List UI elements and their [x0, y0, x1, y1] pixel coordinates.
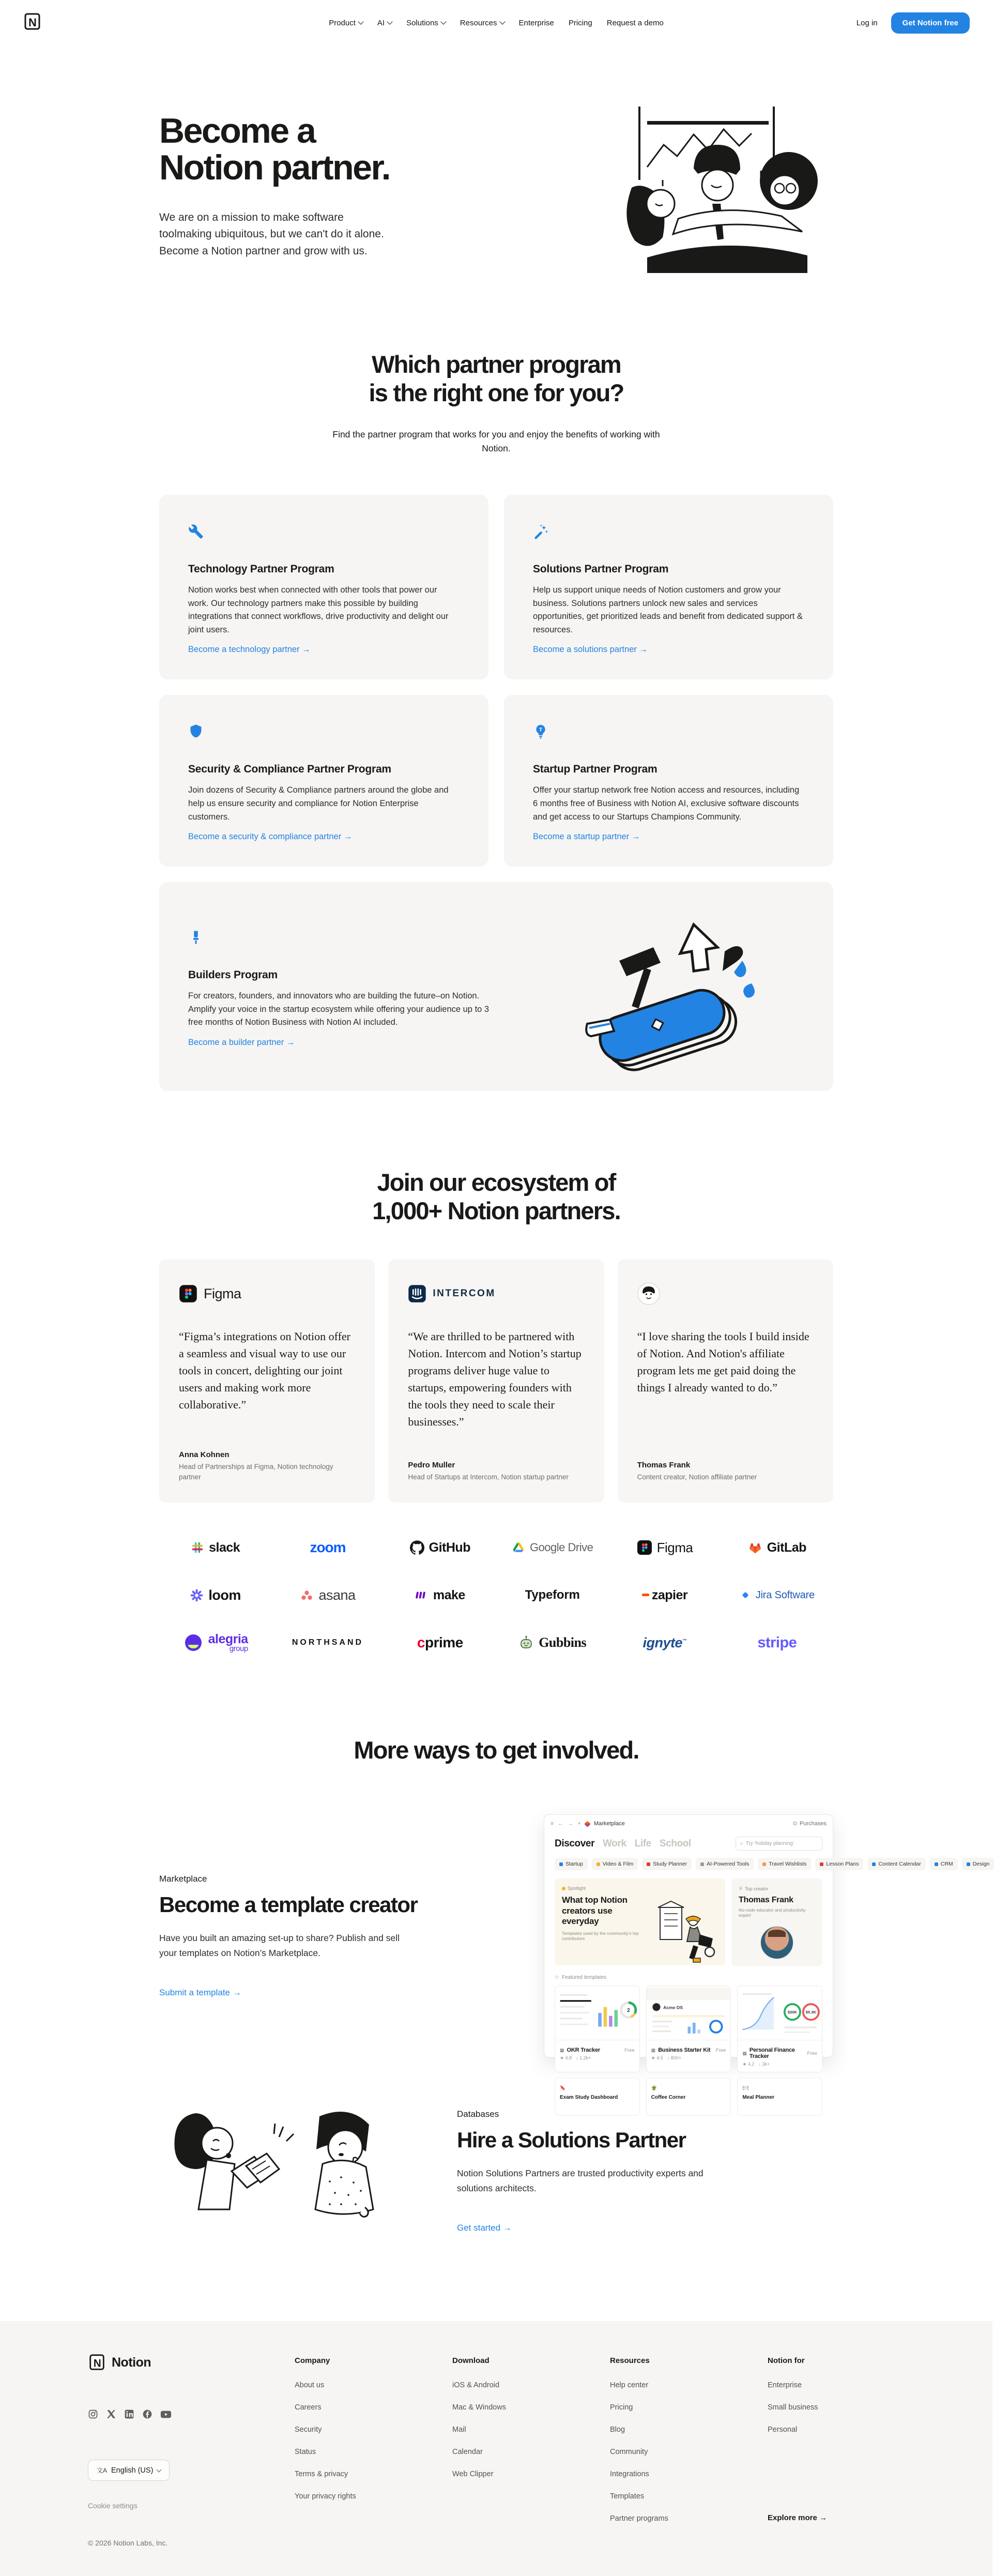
language-selector[interactable]: 文A English (US) — [88, 2460, 170, 2481]
tab-work: Work — [603, 1838, 626, 1849]
template-icon: ▦ — [742, 2050, 747, 2056]
chevron-down-icon — [440, 19, 446, 24]
partner-logo-figma: Figma — [637, 1532, 693, 1564]
pill-travel-wishlists: Travel Wishlists — [758, 1858, 811, 1870]
gitlab-logo-icon — [748, 1540, 762, 1555]
pill-crm: CRM — [930, 1858, 958, 1870]
partner-logo-gubbins: Gubbins — [518, 1627, 586, 1659]
footer-link-mail[interactable]: Mail — [452, 2426, 466, 2434]
partner-logo-loom: loom — [190, 1579, 241, 1611]
intercom-logo-icon — [408, 1284, 426, 1303]
footer-link-enterprise[interactable]: Enterprise — [768, 2381, 802, 2390]
testimonial-role: Head of Partnerships at Figma, Notion technology partner — [179, 1463, 333, 1481]
hero-section — [159, 46, 833, 273]
promo-title: Become a template creator — [159, 1892, 418, 1917]
tab-school: School — [659, 1838, 691, 1849]
wrench-icon — [188, 524, 204, 539]
become-technology-partner-link[interactable]: Become a technology partner → — [188, 645, 311, 655]
template-icon: ▦ — [560, 2047, 564, 2053]
programs-heading: Which partner program is the right one for you? — [369, 351, 624, 406]
footer-link-web-clipper[interactable]: Web Clipper — [452, 2470, 494, 2479]
chevron-down-icon — [157, 2467, 162, 2472]
programs-subheading: Find the partner program that works for you and enjoy the benefits of working with Notion. — [332, 429, 660, 454]
card-title: Builders Program — [188, 969, 278, 981]
partner-logo-google-drive: Google Drive — [512, 1532, 593, 1564]
hero-body: We are on a mission to make software toolmaking ubiquitous, but we can't do it alone. Become a Notion partner and grow with us. — [159, 211, 384, 257]
become-startup-partner-link[interactable]: Become a startup partner → — [533, 832, 640, 842]
marketplace-tabs — [555, 1837, 822, 1851]
svg-text:Acme OS: Acme OS — [663, 2005, 683, 2010]
lightbulb-icon — [533, 724, 548, 739]
category-pills — [555, 1858, 990, 1870]
partner-logo-gitlab: GitLab — [748, 1532, 806, 1564]
card-body: Notion works best when connected with other tools that power our work. Our technology partners make this possible by building integrations that connect workflows, drive productivity and delight our joint users. — [188, 585, 449, 634]
facebook-icon[interactable] — [142, 2409, 152, 2419]
x-icon[interactable] — [106, 2409, 116, 2419]
partner-logo-asana: asana — [300, 1579, 355, 1611]
loom-logo-icon — [190, 1588, 204, 1602]
purchases-label: Purchases — [800, 1821, 827, 1827]
testimonials-grid — [159, 1260, 833, 1503]
pill-startup: Startup — [555, 1858, 588, 1870]
testimonial-intercom — [388, 1260, 604, 1503]
gubbins-logo-icon — [518, 1635, 534, 1650]
nav-request-demo[interactable]: Request a demo — [606, 18, 664, 27]
become-solutions-partner-link[interactable]: Become a solutions partner → — [533, 645, 648, 655]
footer-column-resources: Resources Help center Pricing Blog Community Integrations Templates Partner programs — [610, 2356, 668, 2523]
asana-logo-icon — [300, 1588, 314, 1602]
become-security-partner-link[interactable]: Become a security & compliance partner → — [188, 832, 353, 842]
get-notion-free-button[interactable]: Get Notion free — [891, 12, 970, 34]
partner-logo-stripe: stripe — [757, 1634, 797, 1651]
testimonial-author: Anna Kohnen — [179, 1450, 230, 1459]
notion-logo-icon — [23, 12, 42, 32]
ecosystem-heading: Join our ecosystem of 1,000+ Notion partners. — [372, 1169, 620, 1225]
instagram-icon[interactable] — [88, 2409, 98, 2419]
footer-notion-brand[interactable]: N Notion — [88, 2353, 295, 2372]
marketplace-screenshot: ≡ ← → + Marketplace ⧉ Purchases Discover Work Life School ⌕ Try ‘holiday planning’ Startup Video & Film Study Planner AI-Powered Tools Travel Wishlists Lesson Plans Content Calendar CRM Design Spotlight What top Notion creators use everyday Templates used by the community’s top contributors ♕ Top creator Thomas Frank No-code educator and productivity expert ☆ Featured templates 2 ▦ OKR Tracker Free ★ 4.8 ↓ 1.2k+ Acme OS ▦ Business Starter Kit Free ★ 4.5 ↓ 800+ $20K $5.3K ▦ Personal Finance Tracker Free ★ 4.2 ↓ 3k+ 🔖 Exam Study Dashboard 🪴 Coffee Corner 🍽 Meal Planner — [544, 1814, 833, 2057]
purchases-icon: ⧉ — [793, 1820, 798, 1827]
pill-content-calendar: Content Calendar — [867, 1858, 925, 1870]
figma-logo-icon — [179, 1284, 197, 1303]
card-title: Solutions Partner Program — [533, 563, 669, 575]
footer-link-small-business[interactable]: Small business — [768, 2403, 818, 2412]
program-cards-grid — [159, 495, 833, 1091]
pill-design: Design — [962, 1858, 994, 1870]
page-title: Become a Notion partner. — [159, 111, 390, 188]
creator-avatar — [760, 1926, 793, 1959]
template-card-coffee-corner: 🪴 Coffee Corner — [646, 2078, 731, 2116]
footer-link-integrations[interactable]: Integrations — [610, 2470, 649, 2479]
card-startup-partner — [504, 695, 833, 867]
become-builder-partner-link[interactable]: Become a builder partner → — [188, 1038, 295, 1047]
svg-text:N: N — [28, 16, 37, 29]
template-icon: ▦ — [651, 2047, 656, 2053]
template-card-okr-tracker: 2 ▦ OKR Tracker Free ★ 4.8 ↓ 1.2k+ — [555, 1986, 640, 2072]
make-logo-icon — [415, 1588, 429, 1602]
partner-logo-jira: Jira Software — [740, 1579, 815, 1611]
template-creator-promo — [159, 1814, 990, 2101]
card-title: Startup Partner Program — [533, 763, 657, 776]
language-icon: 文A — [97, 2467, 108, 2475]
footer-link-about-us[interactable]: About us — [295, 2381, 325, 2390]
testimonial-author: Thomas Frank — [637, 1460, 691, 1469]
partner-logo-zoom: zoom — [310, 1539, 346, 1556]
partner-logo-slack: slack — [191, 1532, 240, 1564]
github-logo-icon — [410, 1540, 424, 1555]
footer-link-blog[interactable]: Blog — [610, 2426, 625, 2434]
footer-link-community[interactable]: Community — [610, 2448, 648, 2457]
testimonial-thomas-frank — [618, 1260, 833, 1503]
spotlight-illustration — [646, 1898, 723, 1965]
svg-text:N: N — [93, 2357, 101, 2370]
featured-templates-row — [555, 1986, 822, 2072]
pill-ai-tools: AI-Powered Tools — [696, 1858, 754, 1870]
back-icon: ← — [558, 1821, 564, 1827]
hero-illustration — [616, 102, 833, 273]
card-body: For creators, founders, and innovators who are building the future–on Notion. Amplify your voice in the startup ecosystem while offering your audience up to 3 free months of Notion Business with Notion AI included. — [188, 991, 490, 1027]
card-security-compliance-partner — [159, 695, 488, 867]
search-icon: ⌕ — [740, 1841, 743, 1847]
more-ways-heading: More ways to get involved. — [354, 1736, 639, 1764]
promo-body: Have you built an amazing set-up to share? Publish and sell your templates on Notion’s Marketplace. — [159, 1933, 400, 1959]
testimonial-quote: “We are thrilled to be partnered with Notion. Intercom and Notion’s startup programs deliver huge value to startups, empowering founders with the tools they need to scale their businesses.” — [408, 1330, 582, 1429]
pill-lesson-plans: Lesson Plans — [815, 1858, 863, 1870]
notion-logo-icon — [88, 2353, 106, 2372]
svg-text:$20K: $20K — [788, 2010, 798, 2015]
template-preview — [555, 1986, 639, 2040]
testimonial-author: Pedro Muller — [408, 1460, 455, 1469]
card-technology-partner — [159, 495, 488, 679]
linkedin-icon[interactable] — [124, 2409, 134, 2419]
zapier-underscore-icon — [642, 1594, 649, 1596]
template-icon: 🪴 — [651, 2085, 657, 2091]
footer-column-notion-for: Notion for Enterprise Small business Personal Explore more → — [768, 2356, 828, 2523]
testimonial-role: Content creator, Notion affiliate partner — [637, 1473, 757, 1481]
footer-column-download: Download iOS & Android Mac & Windows Mail Calendar Web Clipper — [452, 2356, 506, 2479]
nav-enterprise[interactable]: Enterprise — [518, 18, 554, 27]
slack-logo-icon — [191, 1541, 204, 1554]
partner-logo-typeform: Typeform — [525, 1588, 580, 1602]
figma-logo-icon — [637, 1540, 652, 1555]
footer — [0, 2321, 992, 2576]
tab-life: Life — [634, 1838, 651, 1849]
nav-product[interactable]: Product — [329, 19, 363, 27]
cookie-settings-link[interactable]: Cookie settings — [88, 2502, 137, 2510]
svg-text:$5.3K: $5.3K — [806, 2010, 817, 2015]
template-icon: 🍽 — [742, 2085, 748, 2091]
template-card-exam-study: 🔖 Exam Study Dashboard — [555, 2078, 640, 2116]
tab-discover: Discover — [555, 1838, 595, 1849]
template-card-meal-planner: 🍽 Meal Planner — [737, 2078, 822, 2116]
testimonial-quote: “Figma’s integrations on Notion offer a seamless and visual way to use our tools in concert, delighting our joint users and making work more collaborative.” — [179, 1330, 350, 1412]
card-title: Security & Compliance Partner Program — [188, 763, 391, 776]
star-icon: ☆ — [555, 1975, 559, 1981]
new-tab-icon: + — [577, 1821, 581, 1827]
forward-icon: → — [568, 1821, 574, 1827]
footer-link-mac-windows[interactable]: Mac & Windows — [452, 2403, 506, 2412]
promo-body: Notion Solutions Partners are trusted productivity experts and solutions architects. — [457, 2168, 704, 2194]
submit-template-link[interactable]: Submit a template → — [159, 1987, 241, 1997]
card-body: Help us support unique needs of Notion customers and grow your business. Solutions partners unlock new sales and services opportunities, get prioritized leads and benefit from dedicated support & resources. — [533, 585, 803, 634]
template-preview — [738, 1986, 822, 2040]
get-started-link[interactable]: Get started → — [457, 2222, 512, 2233]
template-card-business-starter-kit: Acme OS ▦ Business Starter Kit Free ★ 4.5 ↓ 800+ — [646, 1986, 731, 2072]
partner-logo-make: make — [415, 1579, 465, 1611]
swiss-knife-illustration — [572, 911, 768, 1066]
shield-icon — [188, 724, 204, 739]
svg-text:2: 2 — [626, 2008, 630, 2014]
footer-link-personal[interactable]: Personal — [768, 2426, 798, 2434]
card-title: Technology Partner Program — [188, 563, 334, 575]
card-body: Join dozens of Security & Compliance partners around the globe and help us ensure security and compliance for Notion Enterprise customers. — [188, 785, 449, 822]
footer-link-help-center[interactable]: Help center — [610, 2381, 649, 2390]
footer-column-company: Company About us Careers Security Status Terms & privacy Your privacy rights — [295, 2356, 356, 2501]
promo-title: Hire a Solutions Partner — [457, 2128, 686, 2153]
svg-text:T: T — [539, 727, 543, 733]
footer-link-careers[interactable]: Careers — [295, 2403, 322, 2412]
pill-video-film: Video & Film — [592, 1858, 638, 1870]
testimonial-role: Head of Startups at Intercom, Notion startup partner — [408, 1473, 569, 1481]
footer-link-partner-programs[interactable]: Partner programs — [610, 2514, 668, 2523]
partner-logo-zapier: zapier — [642, 1579, 687, 1611]
footer-link-calendar[interactable]: Calendar — [452, 2448, 483, 2457]
main-nav — [329, 19, 664, 27]
notion-logo[interactable] — [23, 12, 42, 34]
card-solutions-partner — [504, 495, 833, 679]
footer-link-your-privacy-rights[interactable]: Your privacy rights — [295, 2492, 356, 2501]
chevron-down-icon — [387, 19, 392, 24]
marketplace-logo-icon — [584, 1821, 591, 1827]
footer-link-templates[interactable]: Templates — [610, 2492, 645, 2501]
solutions-partner-promo — [159, 2094, 833, 2249]
programs-section — [159, 351, 833, 1091]
template-preview — [647, 1986, 731, 2040]
partner-logo-northsand: NORTHSAND — [292, 1638, 364, 1647]
google-drive-logo-icon — [512, 1541, 525, 1554]
more-ways-section — [159, 1736, 990, 2249]
footer-link-pricing[interactable]: Pricing — [610, 2403, 633, 2412]
paintbrush-icon — [188, 930, 204, 945]
nav-ai[interactable]: AI — [377, 19, 392, 27]
spotlight-card: Spotlight What top Notion creators use everyday Templates used by the community’s top contributors — [555, 1878, 725, 1965]
sidebar-menu-icon: ≡ — [550, 1821, 554, 1827]
explore-more-link[interactable]: Explore more → — [768, 2513, 828, 2523]
nav-solutions[interactable]: Solutions — [406, 19, 446, 27]
alegria-logo-icon — [183, 1632, 204, 1653]
top-nav-bar — [0, 0, 992, 46]
youtube-icon[interactable] — [160, 2409, 172, 2419]
nav-pricing[interactable]: Pricing — [568, 18, 592, 27]
card-builders-program — [159, 882, 833, 1091]
partner-logo-github: GitHub — [410, 1532, 470, 1564]
top-creator-card: ♕ Top creator Thomas Frank No-code educator and productivity expert — [731, 1878, 822, 1966]
chevron-down-icon — [499, 19, 505, 24]
crown-icon: ♕ — [739, 1886, 743, 1891]
testimonial-figma — [159, 1260, 375, 1503]
nav-resources[interactable]: Resources — [460, 19, 504, 27]
thomas-frank-avatar — [637, 1282, 660, 1305]
template-icon: 🔖 — [560, 2085, 566, 2091]
footer-link-security[interactable]: Security — [295, 2426, 322, 2434]
promo-eyebrow: Marketplace — [159, 1874, 207, 1884]
partner-logo-cprime: cprime — [417, 1634, 463, 1651]
template-card-personal-finance: $20K $5.3K ▦ Personal Finance Tracker Free ★ 4.2 ↓ 3k+ — [737, 1986, 822, 2072]
window-title: Marketplace — [593, 1821, 625, 1827]
footer-link-status[interactable]: Status — [295, 2448, 316, 2457]
wand-icon — [533, 524, 548, 539]
partner-logo-grid — [159, 1532, 833, 1659]
ecosystem-section — [159, 1169, 833, 1659]
pill-study-planner: Study Planner — [642, 1858, 692, 1870]
card-body: Offer your startup network free Notion access and resources, including 6 months free of Business with Notion AI, exclusive software discounts and get access to our Startups Champions Community. — [533, 785, 800, 822]
chevron-down-icon — [358, 19, 363, 24]
brand-name: Figma — [204, 1285, 241, 1301]
login-link[interactable]: Log in — [856, 18, 878, 27]
testimonial-quote: “I love sharing the tools I build inside of Notion. And Notion's affiliate program lets me get paid doing the things I already wanted to do.” — [637, 1330, 809, 1395]
partner-logo-alegria-group: alegria group — [183, 1627, 248, 1659]
promo-eyebrow: Databases — [457, 2109, 499, 2119]
footer-link-terms-privacy[interactable]: Terms & privacy — [295, 2470, 348, 2479]
brand-name: INTERCOM — [433, 1288, 496, 1299]
social-links — [88, 2409, 295, 2419]
copyright-text: © 2026 Notion Labs, Inc. — [88, 2539, 168, 2548]
jira-logo-icon — [740, 1589, 751, 1601]
solutions-partner-illustration — [159, 2094, 407, 2249]
marketplace-search: ⌕ Try ‘holiday planning’ — [736, 1837, 822, 1851]
partner-logo-ignyte: ignyte™ — [643, 1634, 687, 1650]
footer-link-ios-android[interactable]: iOS & Android — [452, 2381, 500, 2390]
